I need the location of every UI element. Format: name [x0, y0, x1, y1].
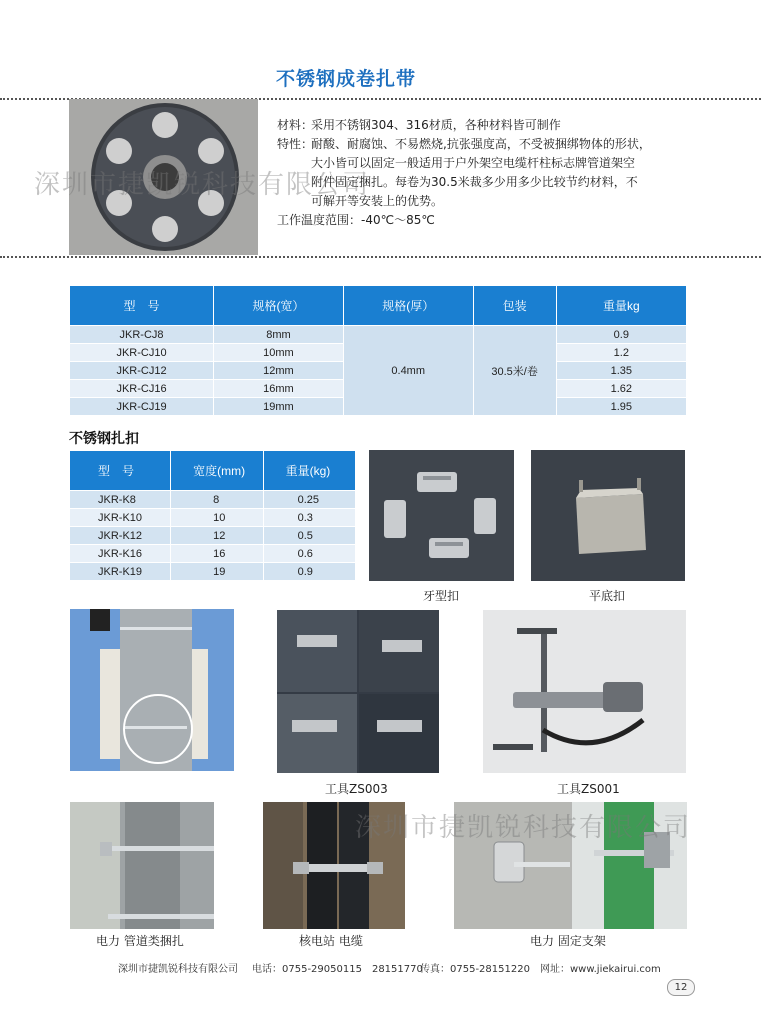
- watermark: 深圳市捷凯锐科技有限公司: [34, 170, 371, 200]
- packing-cell: 30.5米/卷: [473, 326, 556, 416]
- watermark: 深圳市捷凯锐科技有限公司: [355, 813, 692, 843]
- feature-line: 大小皆可以固定一般适用于户外架空电缆杆柱标志牌管道架空: [311, 156, 636, 170]
- model-cell: JKR-K8: [70, 491, 171, 509]
- weight-cell: 0.9: [263, 563, 355, 581]
- feature-line: 耐酸、耐腐蚀、不易燃烧,抗张强度高，不受被捆绑物体的形状，: [311, 137, 651, 151]
- pole-photo: [70, 609, 234, 771]
- width-cell: 8: [171, 491, 264, 509]
- thickness-cell: 0.4mm: [343, 326, 473, 416]
- width-cell: 19mm: [214, 398, 344, 416]
- feature-line: 可解开等安装上的优势。: [311, 194, 444, 208]
- table-row: [70, 527, 356, 545]
- header-model: 型 号: [70, 286, 214, 326]
- width-cell: 16mm: [214, 380, 344, 398]
- width-cell: 8mm: [214, 326, 344, 344]
- temperature-range: 工作温度范围：-40℃～85℃: [277, 213, 435, 227]
- middle-divider: [0, 256, 761, 258]
- footer-fax: 传真：0755-28151220: [420, 964, 530, 975]
- header-thickness: 规格(厚）: [343, 286, 473, 326]
- weight-cell: 0.5: [263, 527, 355, 545]
- tool-zs001-caption: 工具ZS001: [557, 782, 620, 796]
- model-cell: JKR-CJ16: [70, 380, 214, 398]
- tool-zs001-photo: [483, 610, 686, 773]
- product-title: 不锈钢成卷扎带: [276, 68, 417, 90]
- material-row: [277, 116, 697, 135]
- model-cell: JKR-CJ12: [70, 362, 214, 380]
- flat-buckle-caption: 平底扣: [589, 589, 626, 603]
- table-row: [70, 509, 356, 527]
- width-cell: 10: [171, 509, 264, 527]
- footer-company: 深圳市捷凯锐科技有限公司: [118, 964, 238, 975]
- toothed-buckle-caption: 牙型扣: [423, 589, 460, 603]
- width-cell: 16: [171, 545, 264, 563]
- tool-zs003-caption: 工具ZS003: [325, 782, 388, 796]
- model-cell: JKR-K12: [70, 527, 171, 545]
- weight-cell: 1.2: [556, 344, 686, 362]
- footer-phone: 电话：0755-29050115 28151770: [252, 964, 423, 975]
- buckle-section-title: 不锈钢扎扣: [69, 431, 139, 447]
- model-cell: JKR-CJ10: [70, 344, 214, 362]
- width-cell: 12mm: [214, 362, 344, 380]
- header-model: 型 号: [70, 451, 171, 491]
- footer-website: 网址：www.jiekairui.com: [540, 964, 661, 975]
- model-cell: JKR-CJ8: [70, 326, 214, 344]
- header-weight: 重量kg: [556, 286, 686, 326]
- flat-buckle-photo: [531, 450, 685, 581]
- table-row: [70, 491, 356, 509]
- material-label: 材料：: [277, 118, 314, 132]
- weight-cell: 0.25: [263, 491, 355, 509]
- feature-label: 特性：: [277, 137, 314, 151]
- tie-spec-table: [69, 285, 687, 416]
- width-cell: 10mm: [214, 344, 344, 362]
- width-cell: 12: [171, 527, 264, 545]
- header-weight: 重量(kg): [263, 451, 355, 491]
- nuclear-cable-caption: 核电站 电缆: [299, 934, 363, 948]
- weight-cell: 1.62: [556, 380, 686, 398]
- model-cell: JKR-CJ19: [70, 398, 214, 416]
- page-number: 12: [667, 979, 695, 996]
- pipe-binding-photo: [70, 802, 214, 929]
- model-cell: JKR-K10: [70, 509, 171, 527]
- width-cell: 19: [171, 563, 264, 581]
- fixed-bracket-caption: 电力 固定支架: [530, 934, 606, 948]
- header-width: 宽度(mm): [171, 451, 264, 491]
- table-row: [70, 545, 356, 563]
- weight-cell: 1.95: [556, 398, 686, 416]
- header-packing: 包装: [473, 286, 556, 326]
- toothed-buckle-photo: [369, 450, 514, 581]
- weight-cell: 0.6: [263, 545, 355, 563]
- model-cell: JKR-K19: [70, 563, 171, 581]
- header-width: 规格(宽）: [214, 286, 344, 326]
- feature-line: 附件固定捆扎。每卷为30.5米裁多少用多少比较节约材料，不: [311, 175, 638, 189]
- buckle-spec-table: [69, 450, 356, 581]
- table-row: [70, 326, 687, 344]
- model-cell: JKR-K16: [70, 545, 171, 563]
- weight-cell: 0.9: [556, 326, 686, 344]
- pipe-binding-caption: 电力 管道类捆扎: [96, 934, 184, 948]
- tool-zs003-photo: [277, 610, 439, 773]
- table-row: [70, 563, 356, 581]
- weight-cell: 1.35: [556, 362, 686, 380]
- material-text: 采用不锈钢304、316材质，各种材料皆可制作: [311, 118, 561, 132]
- weight-cell: 0.3: [263, 509, 355, 527]
